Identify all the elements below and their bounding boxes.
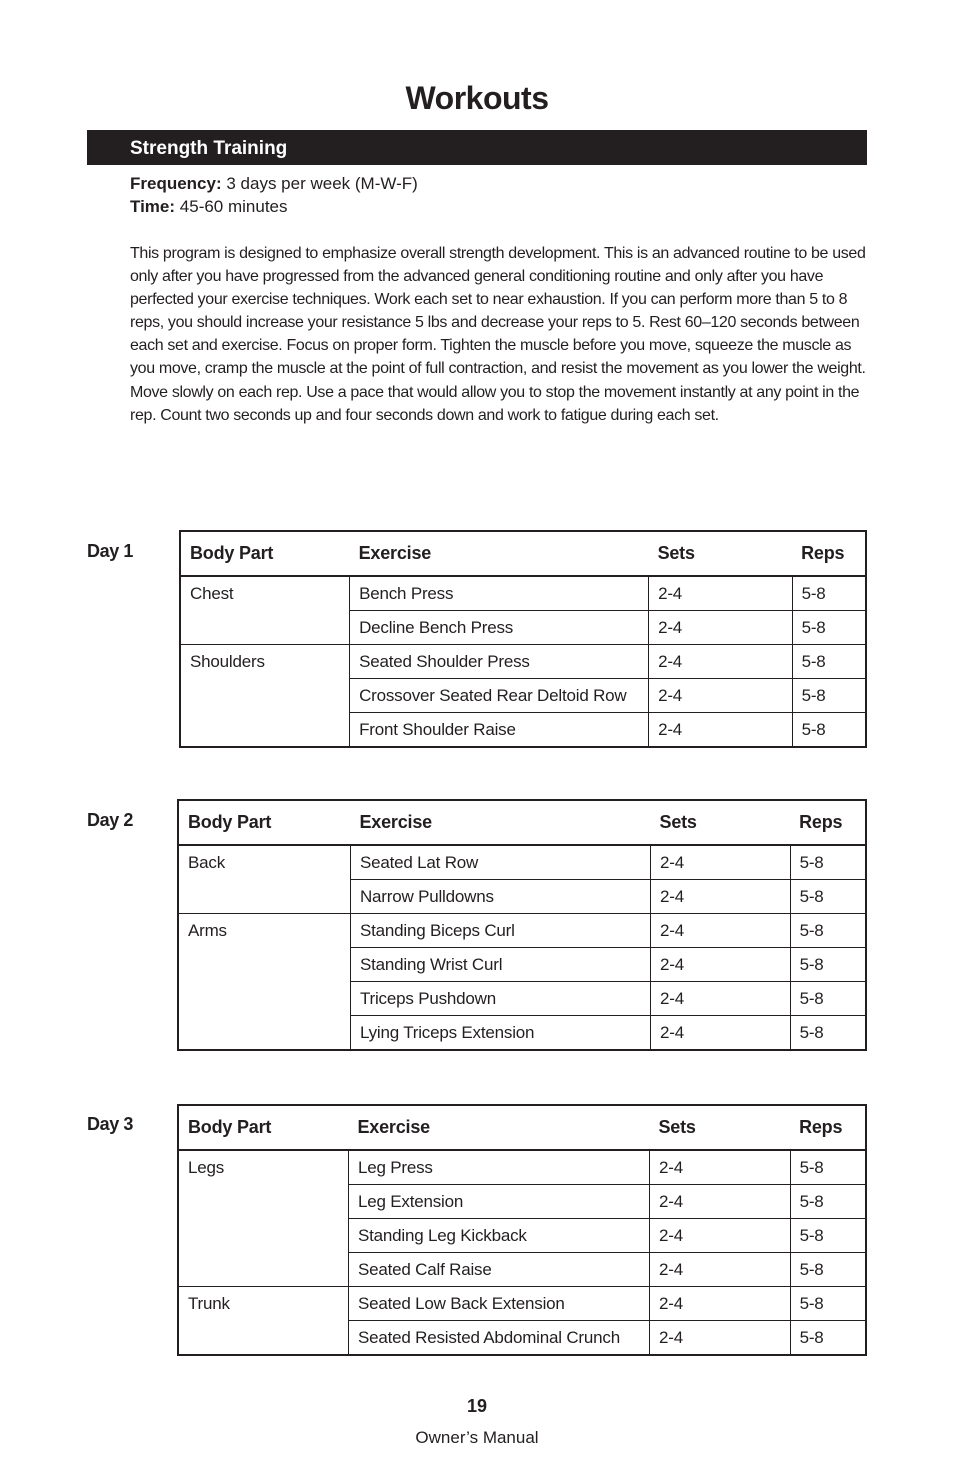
reps-value: 5-8 bbox=[790, 1219, 866, 1253]
sets-value: 2-4 bbox=[649, 679, 793, 713]
sets-value: 2-4 bbox=[649, 713, 793, 748]
exercise-name: Narrow Pulldowns bbox=[350, 880, 650, 914]
exercise-name: Lying Triceps Extension bbox=[350, 1016, 650, 1051]
column-header: Body Part bbox=[178, 800, 350, 845]
table-row bbox=[178, 845, 866, 880]
table-row bbox=[178, 1150, 866, 1185]
time-value: 45-60 minutes bbox=[179, 197, 288, 216]
column-header: Reps bbox=[792, 531, 866, 576]
column-header: Reps bbox=[790, 1105, 866, 1150]
body-part-cell: Trunk bbox=[178, 1287, 348, 1356]
reps-value: 5-8 bbox=[792, 679, 866, 713]
frequency-value: 3 days per week (M-W-F) bbox=[226, 174, 418, 193]
sets-value: 2-4 bbox=[650, 1253, 791, 1287]
sets-value: 2-4 bbox=[650, 1321, 791, 1356]
exercise-name: Standing Wrist Curl bbox=[350, 948, 650, 982]
exercise-name: Bench Press bbox=[350, 576, 649, 611]
page-number: 19 bbox=[466, 1396, 488, 1416]
reps-value: 5-8 bbox=[790, 948, 866, 982]
reps-value: 5-8 bbox=[790, 845, 866, 880]
sets-value: 2-4 bbox=[649, 645, 793, 679]
table-row bbox=[178, 914, 866, 948]
sets-value: 2-4 bbox=[651, 880, 791, 914]
body-part-cell: Legs bbox=[178, 1150, 348, 1287]
reps-value: 5-8 bbox=[792, 576, 866, 611]
sets-value: 2-4 bbox=[650, 1287, 791, 1321]
column-header: Exercise bbox=[350, 800, 650, 845]
column-header: Sets bbox=[649, 531, 793, 576]
reps-value: 5-8 bbox=[790, 1016, 866, 1051]
body-part-cell: Shoulders bbox=[180, 645, 350, 748]
table-row bbox=[180, 576, 866, 611]
table-header-row bbox=[180, 531, 866, 576]
column-header: Body Part bbox=[180, 531, 350, 576]
exercise-name: Seated Low Back Extension bbox=[348, 1287, 649, 1321]
frequency-line bbox=[130, 174, 418, 194]
reps-value: 5-8 bbox=[790, 1321, 866, 1356]
workout-table bbox=[177, 799, 867, 1051]
sets-value: 2-4 bbox=[650, 1185, 791, 1219]
reps-value: 5-8 bbox=[790, 880, 866, 914]
exercise-name: Leg Press bbox=[348, 1150, 649, 1185]
body-part-cell: Back bbox=[178, 845, 350, 914]
section-header-bar bbox=[87, 130, 867, 165]
column-header: Exercise bbox=[350, 531, 649, 576]
column-header: Exercise bbox=[348, 1105, 649, 1150]
exercise-name: Seated Resisted Abdominal Crunch bbox=[348, 1321, 649, 1356]
time-label: Time: bbox=[130, 197, 176, 216]
sets-value: 2-4 bbox=[650, 1219, 791, 1253]
exercise-name: Front Shoulder Raise bbox=[350, 713, 649, 748]
sets-value: 2-4 bbox=[649, 576, 793, 611]
workout-table bbox=[179, 530, 867, 748]
page-footer: Owner’s Manual bbox=[415, 1428, 539, 1447]
exercise-name: Leg Extension bbox=[348, 1185, 649, 1219]
exercise-name: Seated Lat Row bbox=[350, 845, 650, 880]
program-description: This program is designed to emphasize overall strength development. This is an advanced routine to be used only after you have progressed from the advanced general conditioning routine and only after you have perfected your exercise techniques. Work each set to near exhaustion. If you can perform more than 5 to 8 reps, you should increase your resistance 5 lbs and decrease your reps to 5. Rest 60–120 seconds between each set and exercise. Focus on proper form. Tighten the muscle before you move, squeeze the muscle as you move, cramp the muscle at the point of full contraction, and resist the movement as you lower the weight. Move slowly on each rep. Use a pace that would allow you to stop the movement instantly at any point in the rep. Count two seconds up and four seconds down and work to fatigue during each set. bbox=[130, 245, 866, 424]
workout-table bbox=[177, 1104, 867, 1356]
reps-value: 5-8 bbox=[790, 982, 866, 1016]
table-row bbox=[180, 645, 866, 679]
column-header: Body Part bbox=[178, 1105, 348, 1150]
table-header-row bbox=[178, 1105, 866, 1150]
day-label: Day 3 bbox=[87, 1114, 134, 1134]
table-header-row bbox=[178, 800, 866, 845]
exercise-name: Seated Shoulder Press bbox=[350, 645, 649, 679]
day-label: Day 2 bbox=[87, 810, 134, 830]
sets-value: 2-4 bbox=[650, 1150, 791, 1185]
sets-value: 2-4 bbox=[651, 914, 791, 948]
frequency-label: Frequency: bbox=[130, 174, 222, 193]
column-header: Sets bbox=[650, 1105, 791, 1150]
reps-value: 5-8 bbox=[792, 645, 866, 679]
reps-value: 5-8 bbox=[792, 611, 866, 645]
exercise-name: Decline Bench Press bbox=[350, 611, 649, 645]
sets-value: 2-4 bbox=[651, 982, 791, 1016]
table-row bbox=[178, 1287, 866, 1321]
reps-value: 5-8 bbox=[790, 1253, 866, 1287]
body-part-cell: Chest bbox=[180, 576, 350, 645]
exercise-name: Standing Leg Kickback bbox=[348, 1219, 649, 1253]
column-header: Sets bbox=[651, 800, 791, 845]
sets-value: 2-4 bbox=[651, 1016, 791, 1051]
exercise-name: Standing Biceps Curl bbox=[350, 914, 650, 948]
exercise-name: Crossover Seated Rear Deltoid Row bbox=[350, 679, 649, 713]
exercise-name: Seated Calf Raise bbox=[348, 1253, 649, 1287]
reps-value: 5-8 bbox=[790, 914, 866, 948]
reps-value: 5-8 bbox=[790, 1150, 866, 1185]
sets-value: 2-4 bbox=[649, 611, 793, 645]
body-part-cell: Arms bbox=[178, 914, 350, 1051]
day-label: Day 1 bbox=[87, 541, 134, 561]
reps-value: 5-8 bbox=[790, 1287, 866, 1321]
exercise-name: Triceps Pushdown bbox=[350, 982, 650, 1016]
page-title: Workouts bbox=[405, 80, 549, 116]
time-line bbox=[130, 197, 288, 217]
sets-value: 2-4 bbox=[651, 948, 791, 982]
reps-value: 5-8 bbox=[792, 713, 866, 748]
section-title: Strength Training bbox=[130, 138, 288, 159]
reps-value: 5-8 bbox=[790, 1185, 866, 1219]
sets-value: 2-4 bbox=[651, 845, 791, 880]
column-header: Reps bbox=[790, 800, 866, 845]
